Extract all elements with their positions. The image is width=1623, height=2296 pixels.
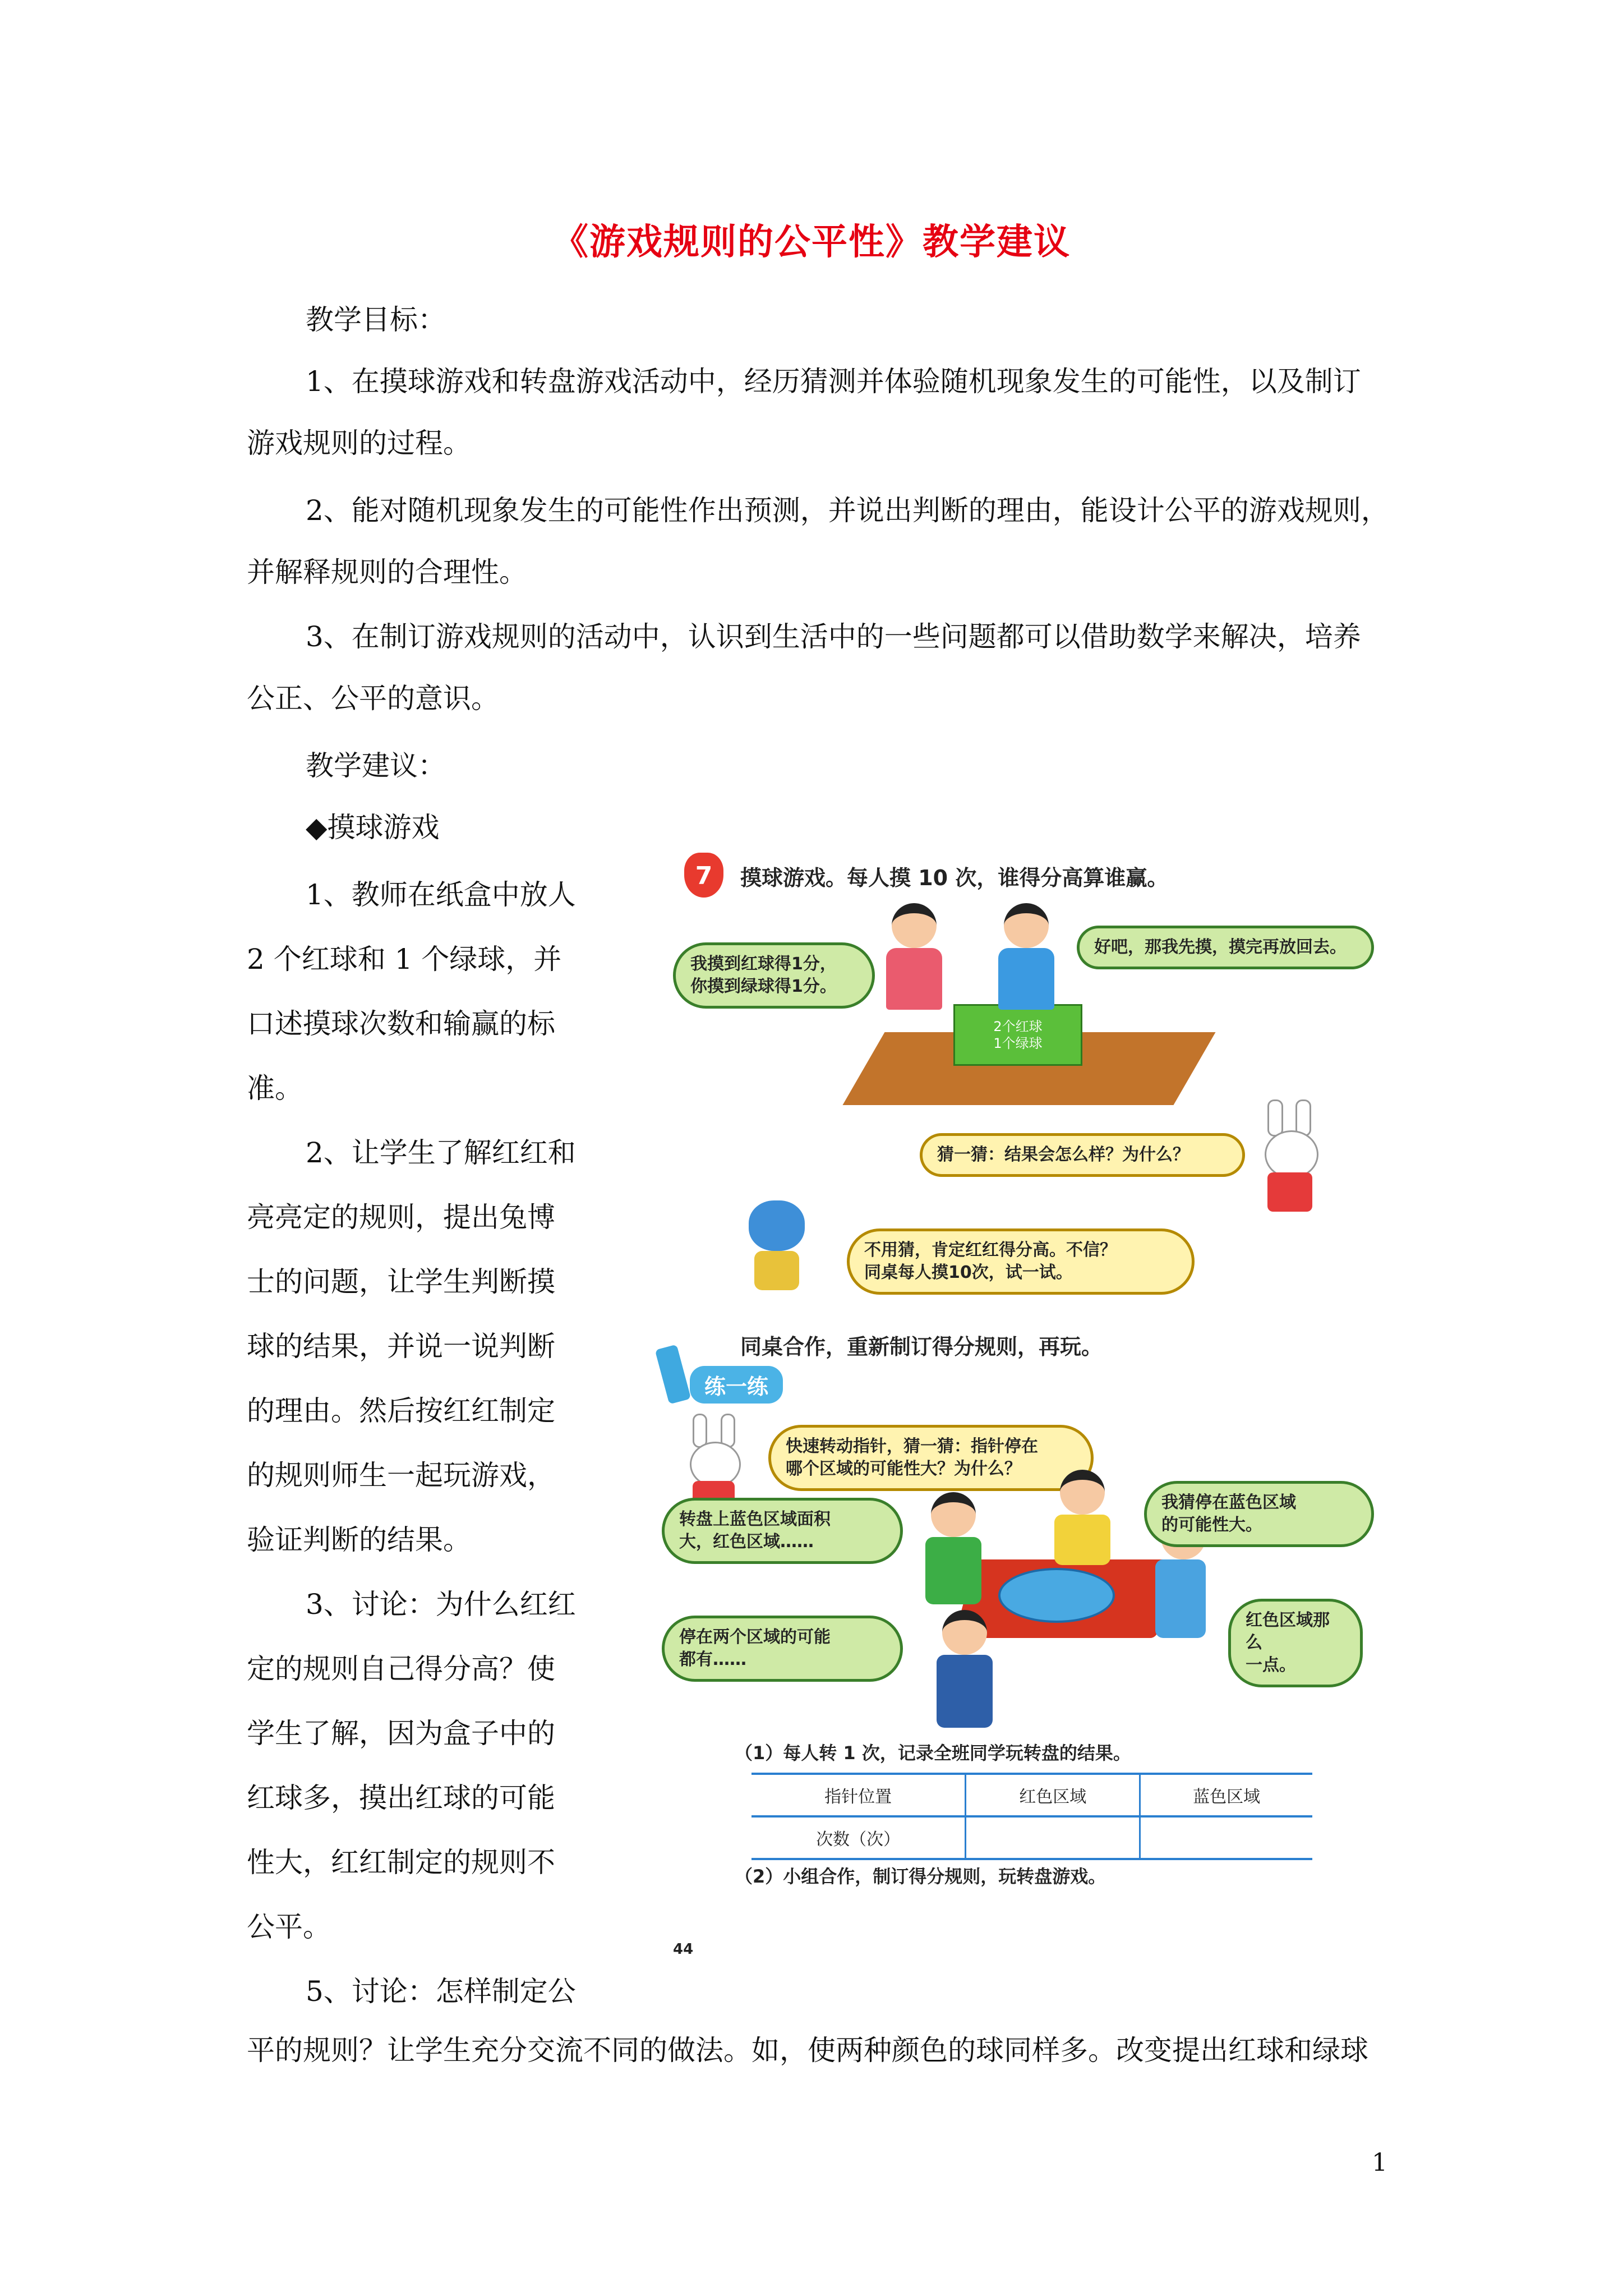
column-line: 学生了解，因为盒子中的 [247,1717,555,1750]
question-2: （2）小组合作，制订得分规则，玩转盘游戏。 [735,1866,1106,1887]
table-header: 红色区域 [966,1774,1140,1816]
practice-label: 练一练 [690,1366,783,1404]
bubble-boy: 好吧，那我先摸，摸完再放回去。 [1077,926,1374,969]
cat-figure [740,1200,813,1296]
section-advice-heading: 教学建议： [306,749,446,782]
task-text: 摸球游戏。每人摸 10 次，谁得分高算谁赢。 [740,866,1169,890]
record-table [751,1773,1312,1860]
bubble-kid-1: 转盘上蓝色区域面积 大，红色区域…… [662,1498,903,1564]
boy-figure [993,903,1060,1015]
column-line: 准。 [247,1072,303,1105]
bubble-spin: 快速转动指针，猜一猜：指针停在 哪个区域的可能性大？为什么？ [768,1425,1094,1491]
table-header: 蓝色区域 [1140,1774,1312,1816]
table-cell [966,1816,1140,1859]
column-line: 亮亮定的规则，提出兔博 [247,1201,555,1234]
column-line: 2、让学生了解红红和 [306,1137,576,1169]
textbook-scan [651,841,1380,1958]
goal-line: 1、在摸球游戏和转盘游戏活动中，经历猜测并体验随机现象发生的可能性，以及制订 [306,365,1361,398]
document-title: 《游戏规则的公平性》教学建议 [552,221,1071,263]
bubble-girl: 我摸到红球得1分， 你摸到绿球得1分。 [673,942,875,1009]
ball-box: 2个红球 1个绿球 [953,1004,1082,1066]
goal-line: 2、能对随机现象发生的可能性作出预测，并说出判断的理由，能设计公平的游戏规则， [306,494,1389,527]
column-line: 验证判断的结果。 [247,1524,471,1556]
rabbit-doctor-figure [1256,1099,1324,1212]
column-line: 1、教师在纸盒中放人 [306,878,576,911]
page-number: 1 [1372,2148,1387,2177]
bubble-cat: 不用猜，肯定红红得分高。不信？ 同桌每人摸10次，试一试。 [847,1228,1195,1295]
girl-figure [880,903,948,1015]
table-cell [1140,1816,1312,1859]
column-line: 性大，红红制定的规则不 [247,1846,555,1879]
last-line: 平的规则？让学生充分交流不同的做法。如，使两种颜色的球同样多。改变提出红球和绿球 [247,2034,1368,2067]
pencil-icon [655,1345,691,1405]
bubble-kid-4: 红色区域那么 一点。 [1228,1599,1363,1687]
bubble-kid-2: 我猜停在蓝色区域 的可能性大。 [1144,1481,1374,1547]
strawberry-icon: 7 [684,853,723,898]
column-line: 公平。 [247,1911,331,1943]
book-page-number: 44 [673,1941,694,1958]
column-line: 红球多，摸出红球的可能 [247,1782,555,1814]
column-line: 球的结果，并说一说判断 [247,1330,555,1363]
goal-line: 游戏规则的过程。 [247,427,471,459]
table-row-label: 次数（次） [751,1816,966,1859]
goal-line: 公正、公平的意识。 [247,682,499,715]
column-line: 口述摸球次数和输赢的标 [247,1007,555,1040]
question-1: （1）每人转 1 次，记录全班同学玩转盘的结果。 [735,1742,1131,1764]
column-line: 定的规则自己得分高？使 [247,1653,555,1685]
section-goal-heading: 教学目标： [306,303,446,336]
bubble-rabbit: 猜一猜：结果会怎么样？为什么？ [920,1133,1245,1177]
table-header: 指针位置 [751,1774,966,1816]
goal-line: 3、在制订游戏规则的活动中，认识到生活中的一些问题都可以借助数学来解决，培养 [306,620,1361,653]
column-line: 2 个红球和 1 个绿球，并 [247,943,562,976]
column-line: 士的问题，让学生判断摸 [247,1266,555,1298]
subheading: ◆摸球游戏 [306,811,440,844]
goal-line: 并解释规则的合理性。 [247,556,527,588]
bubble-kid-3: 停在两个区域的可能 都有…… [662,1616,903,1682]
column-line: 3、讨论：为什么红红 [306,1588,576,1621]
column-line: 的规则师生一起玩游戏， [247,1459,555,1492]
column-line: 的理由。然后按红红制定 [247,1395,555,1427]
column-line: 5、讨论：怎样制定公 [306,1975,576,2008]
cooperate-text: 同桌合作，重新制订得分规则，再玩。 [740,1335,1103,1359]
